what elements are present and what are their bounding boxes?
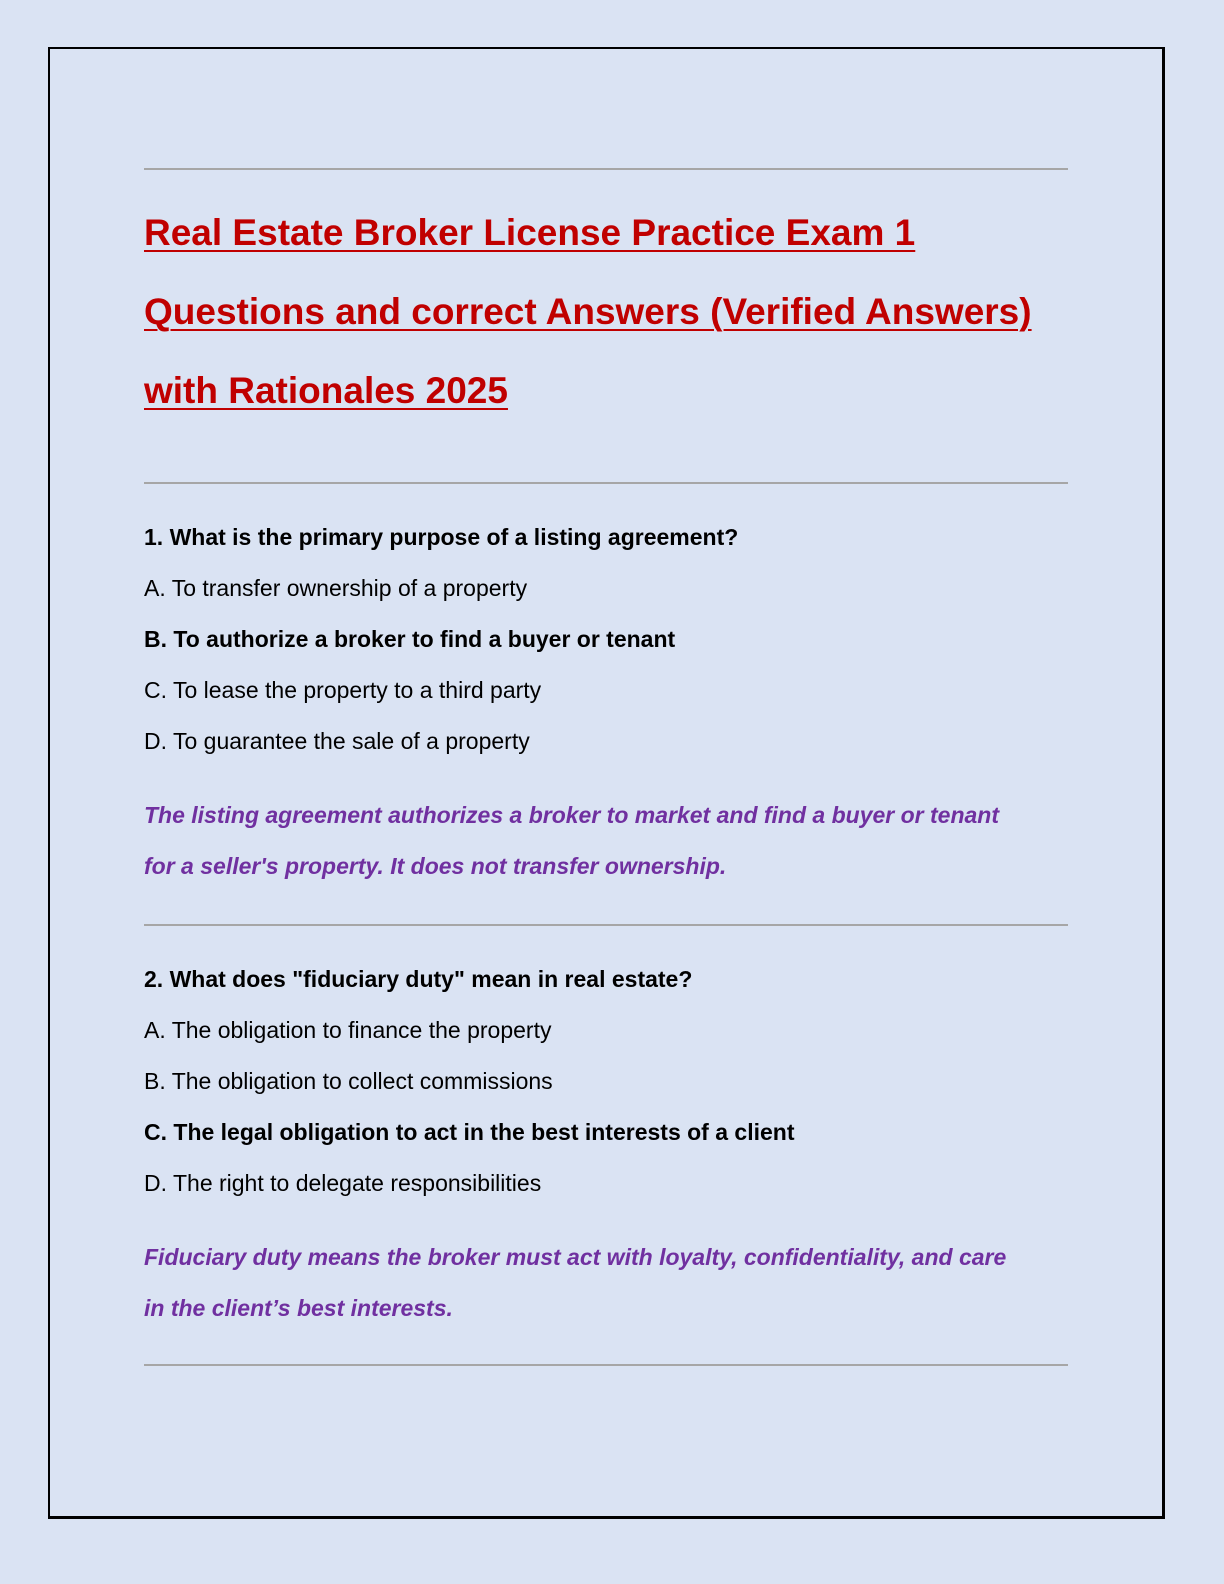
rationale-line: Fiduciary duty means the broker must act with loyalty, confidentiality, and care [144,1244,1007,1270]
answer-option-b-correct: B. To authorize a broker to find a buyer or tenant [144,626,676,652]
answer-option-d: D. To guarantee the sale of a property [144,728,530,754]
question-text: 1. What is the primary purpose of a listing agreement? [144,524,739,550]
question-text: 2. What does "fiduciary duty" mean in real estate? [144,966,693,992]
rationale-line: for a seller's property. It does not transfer ownership. [144,853,727,879]
rationale [144,1232,1074,1334]
answer-option-a: A. To transfer ownership of a property [144,575,528,601]
answer-option-c-correct: C. The legal obligation to act in the best interests of a client [144,1119,795,1145]
horizontal-rule [144,482,1068,484]
question-block-2 [144,966,1074,1334]
rationale-line: in the client’s best interests. [144,1295,453,1321]
horizontal-rule [144,1364,1068,1366]
question-block-1 [144,524,1074,892]
answer-option-a: A. The obligation to finance the property [144,1017,552,1043]
rationale-line: The listing agreement authorizes a broker to market and find a buyer or tenant [144,802,1000,828]
answer-option-b: B. The obligation to collect commissions [144,1068,553,1094]
document-title-line-3: with Rationales 2025 [144,370,508,411]
answer-option-c: C. To lease the property to a third party [144,677,542,703]
rationale [144,790,1074,892]
document-title-line-1: Real Estate Broker License Practice Exam 1 [144,212,916,253]
horizontal-rule [144,924,1068,926]
document-title-line-2: Questions and correct Answers (Verified Answers) [144,291,1032,332]
horizontal-rule [144,168,1068,170]
answer-option-d: D. The right to delegate responsibilities [144,1170,542,1196]
